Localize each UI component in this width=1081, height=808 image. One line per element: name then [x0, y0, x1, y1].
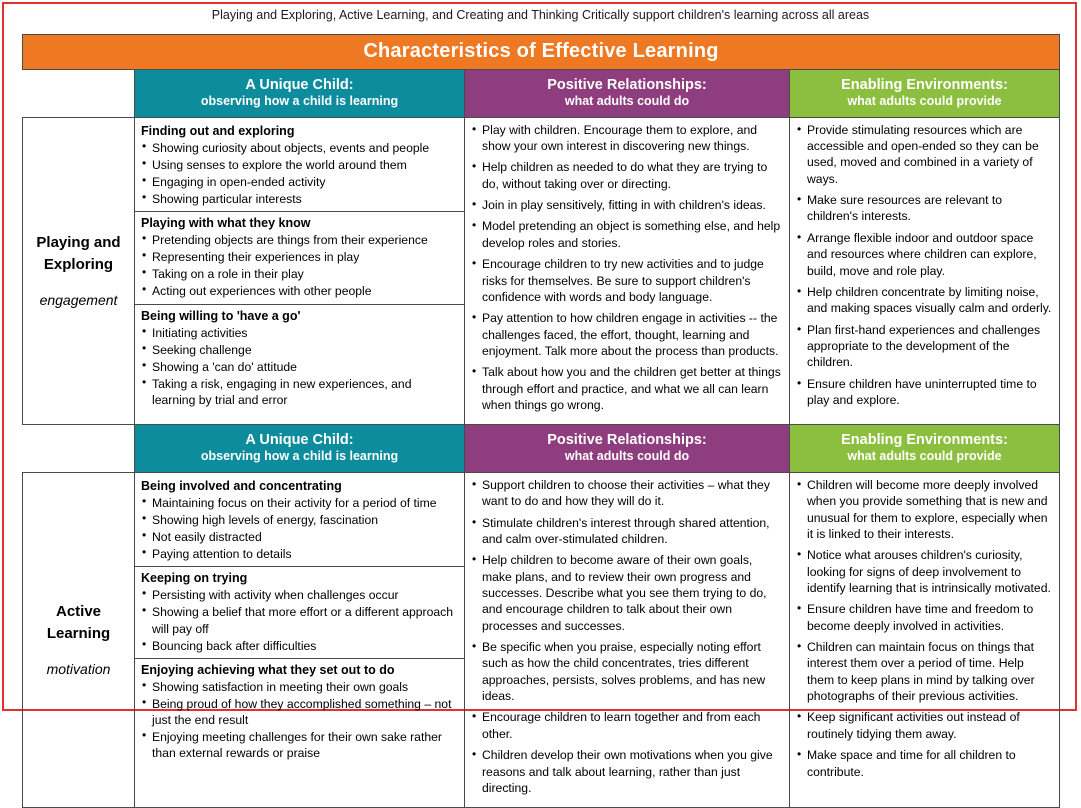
- list-item: • Help children as needed to do what they are trying to do, without taking over or directing.: [471, 159, 783, 192]
- list-item: • Help children concentrate by limiting noise, and making spaces visually calm and orderly.: [796, 284, 1053, 317]
- bullet-list: [471, 477, 783, 796]
- divider: [135, 211, 464, 212]
- header-unique-child-1: [135, 70, 465, 118]
- list-item: • Ensure children have uninterrupted time to play and explore.: [796, 376, 1053, 409]
- cell-positive-relationships-active: [465, 473, 790, 808]
- subsection-heading: Being willing to 'have a go': [141, 308, 301, 323]
- list-item: • Help children to become aware of their own goals, make plans, and to review their own progress and successes. Describe what you see them trying to do, and encourage children to talk about their own processes and successes.: [471, 552, 783, 634]
- list-item: • Showing a 'can do' attitude: [141, 359, 458, 375]
- list-item: • Not easily distracted: [141, 529, 458, 545]
- corner-blank-2: [23, 425, 135, 473]
- bullet-list: [141, 325, 458, 408]
- list-item: • Pay attention to how children engage in activities -- the challenges faced, the effort, thought, learning and enjoyment. Talk more about the process than products.: [471, 310, 783, 359]
- list-item: • Being proud of how they accomplished something – not just the end result: [141, 696, 458, 728]
- subsection-heading: Being involved and concentrating: [141, 479, 342, 493]
- header-line2: what adults could do: [564, 449, 690, 464]
- cell-enabling-environments-active: [790, 473, 1060, 808]
- header-line2: what adults could do: [564, 94, 690, 109]
- bullet-list: [141, 232, 458, 299]
- list-item: • Ensure children have time and freedom to become deeply involved in activities.: [796, 601, 1053, 634]
- header-line2: observing how a child is learning: [200, 94, 399, 109]
- list-item: • Showing a belief that more effort or a different approach will pay off: [141, 604, 458, 636]
- list-item: • Seeking challenge: [141, 342, 458, 358]
- list-item: • Arrange flexible indoor and outdoor space and resources where children can explore, build, move and role play.: [796, 230, 1053, 279]
- corner-blank-1: [23, 70, 135, 118]
- page-title: Characteristics of Effective Learning: [23, 35, 1060, 70]
- bullet-list: [141, 495, 458, 562]
- coel-table: [22, 34, 1059, 808]
- list-item: • Representing their experiences in play: [141, 249, 458, 265]
- list-item: • Support children to choose their activities – what they want to do and how they will do it.: [471, 477, 783, 510]
- list-item: • Encourage children to try new activities and to judge risks for themselves. Be sure to support children's confidence with words and body language.: [471, 256, 783, 305]
- header-line1: Enabling Environments:: [841, 77, 1008, 93]
- list-item: • Notice what arouses children's curiosity, looking for signs of deep involvement to identify learning that is intrinsically motivated.: [796, 547, 1053, 596]
- header-line2: what adults could provide: [847, 94, 1002, 109]
- divider: [135, 566, 464, 567]
- list-item: • Children can maintain focus on things that interest them over a period of time. Help them to keep plans in mind by talking over photographs of their previous activities.: [796, 639, 1053, 704]
- header-line1: Enabling Environments:: [841, 432, 1008, 449]
- list-item: • Engaging in open-ended activity: [141, 174, 458, 190]
- header-line1: A Unique Child:: [245, 77, 354, 93]
- list-item: • Paying attention to details: [141, 546, 458, 562]
- list-item: • Encourage children to learn together and from each other.: [471, 709, 783, 742]
- list-item: • Taking on a role in their play: [141, 266, 458, 282]
- header-line2: observing how a child is learning: [200, 449, 399, 464]
- list-item: • Play with children. Encourage them to explore, and show your own interest in discovering new things.: [471, 122, 783, 155]
- list-item: • Stimulate children's interest through shared attention, and calm over-stimulated children.: [471, 515, 783, 548]
- row-sublabel-text: engagement: [39, 291, 118, 308]
- header-enabling-environments-1: [790, 70, 1060, 118]
- list-item: • Showing particular interests: [141, 191, 458, 207]
- divider: [135, 658, 464, 659]
- list-item: • Bouncing back after difficulties: [141, 638, 458, 654]
- row-label-active-learning: [23, 473, 135, 808]
- bullet-list: [141, 587, 458, 653]
- row-sublabel-text: motivation: [46, 660, 111, 677]
- list-item: • Join in play sensitively, fitting in with children's ideas.: [471, 197, 783, 213]
- cell-positive-relationships-playing: [465, 117, 790, 425]
- row-label-text: Active Learning: [46, 603, 111, 642]
- cell-unique-child-playing: [135, 117, 465, 425]
- bullet-list: [141, 140, 458, 207]
- header-positive-relationships-2: [465, 425, 790, 473]
- list-item: • Showing satisfaction in meeting their own goals: [141, 679, 458, 695]
- list-item: • Make space and time for all children to contribute.: [796, 747, 1053, 780]
- list-item: • Children will become more deeply involved when you provide something that is new and unusual for them to explore, especially when it is linked to their interests.: [796, 477, 1053, 542]
- bullet-list: [796, 122, 1053, 409]
- bullet-list: [471, 122, 783, 414]
- list-item: • Talk about how you and the children get better at things through effort and practice, and what we all can learn when things go wrong.: [471, 364, 783, 413]
- header-enabling-environments-2: [790, 425, 1060, 473]
- list-item: • Showing high levels of energy, fascination: [141, 512, 458, 528]
- table-row: [23, 117, 1060, 425]
- header-line1: Positive Relationships:: [547, 432, 707, 449]
- bullet-list: [141, 679, 458, 761]
- header-line2: what adults could provide: [847, 449, 1002, 464]
- list-item: • Initiating activities: [141, 325, 458, 341]
- header-line1: A Unique Child:: [245, 432, 354, 449]
- cell-enabling-environments-playing: [790, 117, 1060, 425]
- list-item: • Make sure resources are relevant to children's interests.: [796, 192, 1053, 225]
- list-item: • Showing curiosity about objects, events and people: [141, 140, 458, 156]
- intro-text: Playing and Exploring, Active Learning, and Creating and Thinking Critically support children's learning across all areas: [211, 8, 870, 22]
- header-line1: Positive Relationships:: [547, 77, 707, 93]
- subsection-heading: Playing with what they know: [141, 216, 311, 231]
- list-item: • Enjoying meeting challenges for their own sake rather than external rewards or praise: [141, 729, 458, 761]
- subsection-heading: Enjoying achieving what they set out to do: [141, 662, 395, 677]
- table-row: [23, 473, 1060, 808]
- divider: [135, 304, 464, 305]
- list-item: • Pretending objects are things from their experience: [141, 232, 458, 248]
- list-item: • Model pretending an object is something else, and help develop roles and stories.: [471, 218, 783, 251]
- list-item: • Provide stimulating resources which are accessible and open-ended so they can be used, moved and combined in a variety of ways.: [796, 122, 1053, 187]
- row-label-text: Playing and Exploring: [36, 234, 121, 273]
- list-item: • Persisting with activity when challenges occur: [141, 587, 458, 603]
- list-item: • Acting out experiences with other people: [141, 283, 458, 299]
- header-positive-relationships-1: [465, 70, 790, 118]
- list-item: • Using senses to explore the world around them: [141, 157, 458, 173]
- subsection-heading: Finding out and exploring: [141, 123, 295, 138]
- list-item: • Children develop their own motivations when you give reasons and talk about learning, rather than just directing.: [471, 747, 783, 796]
- list-item: • Keep significant activities out instead of routinely tidying them away.: [796, 709, 1053, 742]
- list-item: • Plan first-hand experiences and challenges appropriate to the development of the children.: [796, 322, 1053, 371]
- header-unique-child-2: [135, 425, 465, 473]
- list-item: • Be specific when you praise, especially noting effort such as how the child concentrates, tries different approaches, persists, solves problems, and has new ideas.: [471, 639, 783, 704]
- list-item: • Taking a risk, engaging in new experiences, and learning by trial and error: [141, 376, 458, 408]
- list-item: • Maintaining focus on their activity for a period of time: [141, 495, 458, 511]
- subsection-heading: Keeping on trying: [141, 571, 248, 586]
- cell-unique-child-active: [135, 473, 465, 808]
- row-label-playing-exploring: [23, 117, 135, 425]
- bullet-list: [796, 477, 1053, 780]
